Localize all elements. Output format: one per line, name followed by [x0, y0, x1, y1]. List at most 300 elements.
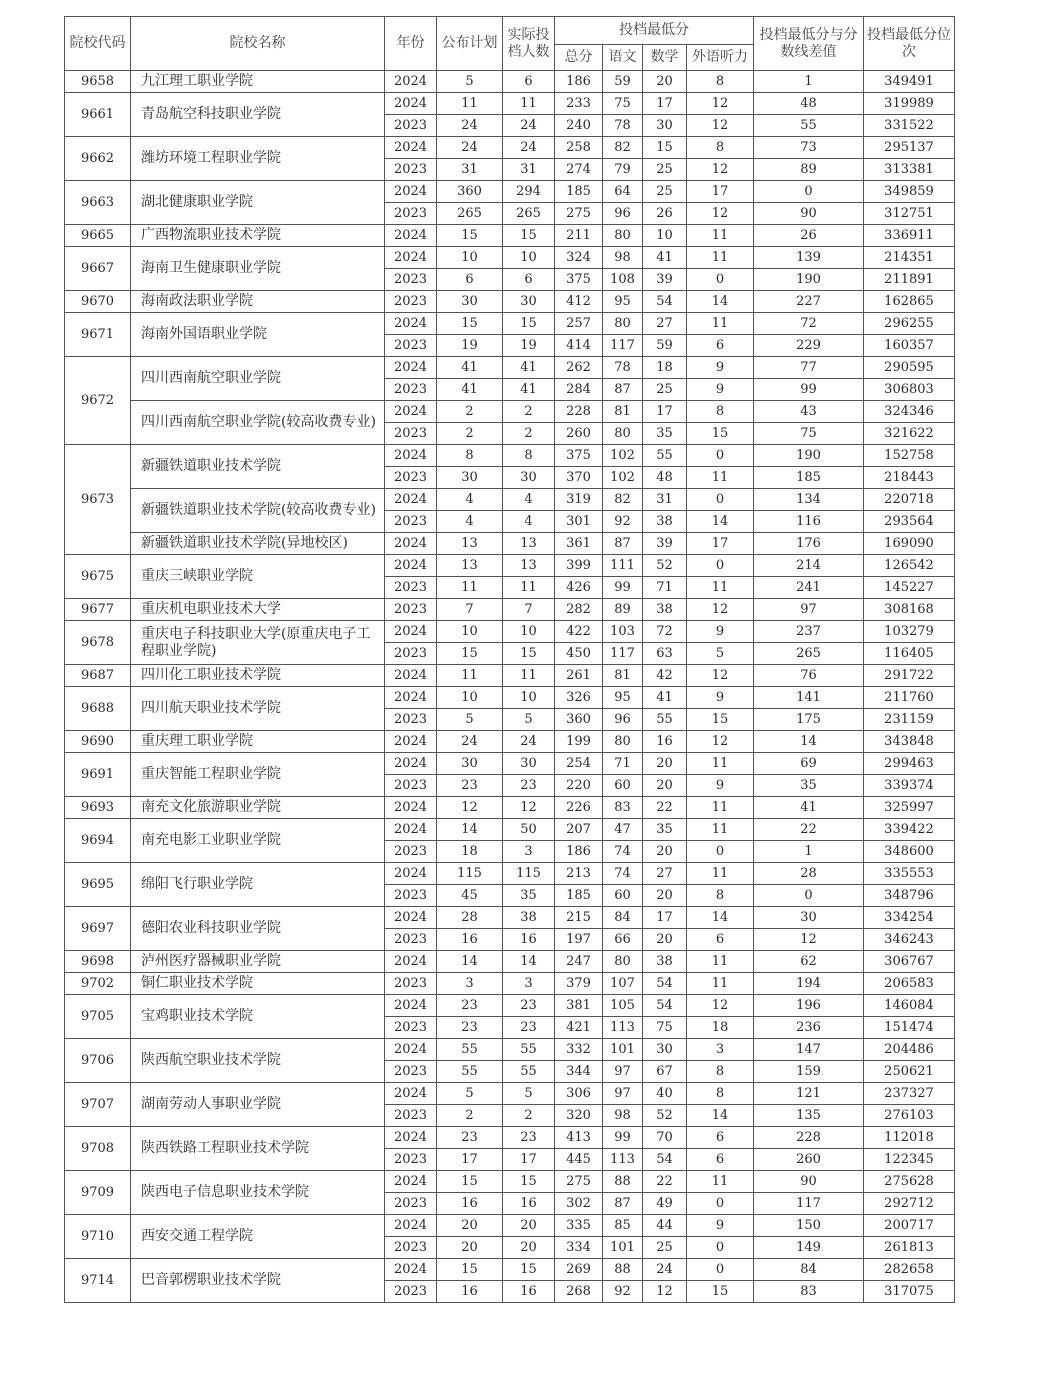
math-cell: 44 — [643, 1215, 687, 1237]
school-name-cell: 陕西电子信息职业技术学院 — [131, 1171, 385, 1215]
rank-cell: 152758 — [864, 445, 955, 467]
chinese-cell: 97 — [603, 1083, 643, 1105]
school-code-cell: 9714 — [65, 1259, 131, 1303]
diff-cell: 117 — [754, 1193, 864, 1215]
total-cell: 422 — [555, 621, 603, 643]
chinese-cell: 92 — [603, 1281, 643, 1303]
chinese-cell: 81 — [603, 665, 643, 687]
plan-cell: 31 — [437, 159, 503, 181]
actual-cell: 5 — [503, 709, 555, 731]
school-name-cell: 陕西航空职业技术学院 — [131, 1039, 385, 1083]
plan-cell: 23 — [437, 995, 503, 1017]
school-code-cell: 9698 — [65, 951, 131, 973]
year-cell: 2023 — [385, 203, 437, 225]
actual-cell: 20 — [503, 1237, 555, 1259]
plan-cell: 45 — [437, 885, 503, 907]
school-code-cell: 9677 — [65, 599, 131, 621]
rank-cell: 261813 — [864, 1237, 955, 1259]
listening-cell: 14 — [687, 291, 754, 313]
rank-cell: 312751 — [864, 203, 955, 225]
plan-cell: 20 — [437, 1237, 503, 1259]
plan-cell: 24 — [437, 115, 503, 137]
chinese-cell: 71 — [603, 753, 643, 775]
table-row — [65, 599, 955, 621]
rank-cell: 348600 — [864, 841, 955, 863]
math-cell: 27 — [643, 863, 687, 885]
total-cell: 185 — [555, 885, 603, 907]
chinese-cell: 101 — [603, 1237, 643, 1259]
math-cell: 54 — [643, 1149, 687, 1171]
actual-cell: 115 — [503, 863, 555, 885]
rank-cell: 348796 — [864, 885, 955, 907]
math-cell: 31 — [643, 489, 687, 511]
actual-cell: 15 — [503, 1171, 555, 1193]
chinese-cell: 98 — [603, 1105, 643, 1127]
total-cell: 326 — [555, 687, 603, 709]
diff-cell: 236 — [754, 1017, 864, 1039]
chinese-cell: 88 — [603, 1171, 643, 1193]
plan-cell: 265 — [437, 203, 503, 225]
listening-cell: 3 — [687, 1039, 754, 1061]
rank-cell: 112018 — [864, 1127, 955, 1149]
school-name-cell: 新疆铁道职业技术学院 — [131, 445, 385, 489]
plan-cell: 13 — [437, 533, 503, 555]
actual-cell: 30 — [503, 753, 555, 775]
plan-cell: 17 — [437, 1149, 503, 1171]
chinese-cell: 117 — [603, 643, 643, 665]
year-cell: 2024 — [385, 907, 437, 929]
actual-cell: 41 — [503, 357, 555, 379]
chinese-cell: 105 — [603, 995, 643, 1017]
chinese-cell: 96 — [603, 709, 643, 731]
chinese-cell: 103 — [603, 621, 643, 643]
diff-cell: 228 — [754, 1127, 864, 1149]
school-code-cell: 9708 — [65, 1127, 131, 1171]
math-cell: 71 — [643, 577, 687, 599]
actual-cell: 30 — [503, 467, 555, 489]
listening-cell: 0 — [687, 445, 754, 467]
year-cell: 2024 — [385, 995, 437, 1017]
math-cell: 17 — [643, 93, 687, 115]
total-cell: 361 — [555, 533, 603, 555]
math-cell: 35 — [643, 819, 687, 841]
diff-cell: 1 — [754, 841, 864, 863]
listening-cell: 8 — [687, 401, 754, 423]
plan-cell: 16 — [437, 1193, 503, 1215]
diff-cell: 121 — [754, 1083, 864, 1105]
plan-cell: 24 — [437, 731, 503, 753]
admission-score-document — [64, 16, 954, 1303]
year-cell: 2024 — [385, 247, 437, 269]
year-cell: 2023 — [385, 841, 437, 863]
school-name-cell: 泸州医疗器械职业学院 — [131, 951, 385, 973]
table-row — [65, 1127, 955, 1149]
rank-cell: 292712 — [864, 1193, 955, 1215]
listening-cell: 6 — [687, 1149, 754, 1171]
school-code-cell: 9673 — [65, 445, 131, 555]
listening-cell: 12 — [687, 115, 754, 137]
chinese-cell: 117 — [603, 335, 643, 357]
math-cell: 20 — [643, 775, 687, 797]
year-cell: 2024 — [385, 731, 437, 753]
rank-cell: 231159 — [864, 709, 955, 731]
chinese-cell: 99 — [603, 1127, 643, 1149]
total-cell: 240 — [555, 115, 603, 137]
chinese-cell: 74 — [603, 841, 643, 863]
school-code-cell: 9690 — [65, 731, 131, 753]
table-row — [65, 819, 955, 841]
year-cell: 2024 — [385, 797, 437, 819]
diff-cell: 194 — [754, 973, 864, 995]
diff-cell: 260 — [754, 1149, 864, 1171]
rank-cell: 250621 — [864, 1061, 955, 1083]
listening-cell: 8 — [687, 885, 754, 907]
math-cell: 20 — [643, 841, 687, 863]
plan-cell: 11 — [437, 577, 503, 599]
chinese-cell: 101 — [603, 1039, 643, 1061]
total-cell: 211 — [555, 225, 603, 247]
chinese-cell: 97 — [603, 1061, 643, 1083]
actual-cell: 2 — [503, 401, 555, 423]
plan-cell: 30 — [437, 467, 503, 489]
actual-cell: 50 — [503, 819, 555, 841]
listening-cell: 11 — [687, 225, 754, 247]
math-cell: 48 — [643, 467, 687, 489]
actual-cell: 2 — [503, 1105, 555, 1127]
table-row — [65, 951, 955, 973]
diff-cell: 77 — [754, 357, 864, 379]
total-cell: 197 — [555, 929, 603, 951]
math-cell: 52 — [643, 555, 687, 577]
plan-cell: 18 — [437, 841, 503, 863]
actual-cell: 30 — [503, 291, 555, 313]
math-cell: 54 — [643, 995, 687, 1017]
math-cell: 72 — [643, 621, 687, 643]
rank-cell: 343848 — [864, 731, 955, 753]
listening-cell: 0 — [687, 269, 754, 291]
diff-cell: 229 — [754, 335, 864, 357]
total-cell: 335 — [555, 1215, 603, 1237]
diff-cell: 35 — [754, 775, 864, 797]
math-cell: 20 — [643, 71, 687, 93]
header-year: 年份 — [385, 17, 437, 71]
plan-cell: 16 — [437, 1281, 503, 1303]
school-name-cell: 潍坊环境工程职业学院 — [131, 137, 385, 181]
actual-cell: 20 — [503, 1215, 555, 1237]
total-cell: 186 — [555, 71, 603, 93]
school-code-cell: 9665 — [65, 225, 131, 247]
chinese-cell: 99 — [603, 577, 643, 599]
rank-cell: 211760 — [864, 687, 955, 709]
chinese-cell: 80 — [603, 731, 643, 753]
plan-cell: 11 — [437, 93, 503, 115]
school-name-cell: 广西物流职业技术学院 — [131, 225, 385, 247]
school-name-cell: 重庆理工职业学院 — [131, 731, 385, 753]
rank-cell: 291722 — [864, 665, 955, 687]
rank-cell: 324346 — [864, 401, 955, 423]
plan-cell: 4 — [437, 489, 503, 511]
school-code-cell: 9671 — [65, 313, 131, 357]
chinese-cell: 95 — [603, 291, 643, 313]
listening-cell: 11 — [687, 973, 754, 995]
school-name-cell: 重庆电子科技职业大学(原重庆电子工程职业学院) — [131, 621, 385, 665]
rank-cell: 218443 — [864, 467, 955, 489]
math-cell: 42 — [643, 665, 687, 687]
listening-cell: 9 — [687, 775, 754, 797]
math-cell: 22 — [643, 1171, 687, 1193]
actual-cell: 38 — [503, 907, 555, 929]
table-row — [65, 93, 955, 115]
total-cell: 258 — [555, 137, 603, 159]
school-code-cell: 9678 — [65, 621, 131, 665]
diff-cell: 30 — [754, 907, 864, 929]
school-name-cell: 湖北健康职业学院 — [131, 181, 385, 225]
table-row — [65, 489, 955, 511]
chinese-cell: 102 — [603, 445, 643, 467]
plan-cell: 5 — [437, 1083, 503, 1105]
chinese-cell: 113 — [603, 1017, 643, 1039]
rank-cell: 276103 — [864, 1105, 955, 1127]
listening-cell: 14 — [687, 511, 754, 533]
math-cell: 35 — [643, 423, 687, 445]
plan-cell: 13 — [437, 555, 503, 577]
diff-cell: 26 — [754, 225, 864, 247]
rank-cell: 146084 — [864, 995, 955, 1017]
diff-cell: 69 — [754, 753, 864, 775]
table-row — [65, 797, 955, 819]
actual-cell: 15 — [503, 1259, 555, 1281]
math-cell: 49 — [643, 1193, 687, 1215]
diff-cell: 72 — [754, 313, 864, 335]
table-body — [65, 71, 955, 1303]
school-name-cell: 海南外国语职业学院 — [131, 313, 385, 357]
diff-cell: 28 — [754, 863, 864, 885]
school-name-cell: 重庆智能工程职业学院 — [131, 753, 385, 797]
listening-cell: 0 — [687, 1237, 754, 1259]
year-cell: 2024 — [385, 951, 437, 973]
year-cell: 2023 — [385, 1281, 437, 1303]
actual-cell: 3 — [503, 841, 555, 863]
math-cell: 54 — [643, 973, 687, 995]
listening-cell: 11 — [687, 1171, 754, 1193]
diff-cell: 48 — [754, 93, 864, 115]
plan-cell: 41 — [437, 379, 503, 401]
chinese-cell: 78 — [603, 357, 643, 379]
year-cell: 2023 — [385, 423, 437, 445]
school-name-cell: 宝鸡职业技术学院 — [131, 995, 385, 1039]
total-cell: 414 — [555, 335, 603, 357]
year-cell: 2024 — [385, 1171, 437, 1193]
math-cell: 17 — [643, 401, 687, 423]
plan-cell: 10 — [437, 687, 503, 709]
chinese-cell: 66 — [603, 929, 643, 951]
year-cell: 2024 — [385, 819, 437, 841]
actual-cell: 23 — [503, 1127, 555, 1149]
listening-cell: 11 — [687, 753, 754, 775]
listening-cell: 15 — [687, 423, 754, 445]
total-cell: 319 — [555, 489, 603, 511]
actual-cell: 4 — [503, 511, 555, 533]
listening-cell: 11 — [687, 577, 754, 599]
diff-cell: 43 — [754, 401, 864, 423]
math-cell: 20 — [643, 753, 687, 775]
total-cell: 257 — [555, 313, 603, 335]
plan-cell: 2 — [437, 401, 503, 423]
year-cell: 2023 — [385, 973, 437, 995]
total-cell: 274 — [555, 159, 603, 181]
total-cell: 360 — [555, 709, 603, 731]
actual-cell: 24 — [503, 731, 555, 753]
rank-cell: 126542 — [864, 555, 955, 577]
listening-cell: 12 — [687, 665, 754, 687]
year-cell: 2024 — [385, 863, 437, 885]
rank-cell: 290595 — [864, 357, 955, 379]
rank-cell: 295137 — [864, 137, 955, 159]
school-name-cell: 新疆铁道职业技术学院(较高收费专业) — [131, 489, 385, 533]
chinese-cell: 74 — [603, 863, 643, 885]
total-cell: 275 — [555, 1171, 603, 1193]
actual-cell: 55 — [503, 1061, 555, 1083]
actual-cell: 7 — [503, 599, 555, 621]
math-cell: 41 — [643, 687, 687, 709]
diff-cell: 12 — [754, 929, 864, 951]
listening-cell: 11 — [687, 819, 754, 841]
actual-cell: 31 — [503, 159, 555, 181]
rank-cell: 282658 — [864, 1259, 955, 1281]
year-cell: 2024 — [385, 1215, 437, 1237]
diff-cell: 116 — [754, 511, 864, 533]
listening-cell: 8 — [687, 137, 754, 159]
header-math: 数学 — [643, 45, 687, 71]
year-cell: 2023 — [385, 1017, 437, 1039]
total-cell: 334 — [555, 1237, 603, 1259]
listening-cell: 15 — [687, 709, 754, 731]
listening-cell: 6 — [687, 929, 754, 951]
actual-cell: 15 — [503, 225, 555, 247]
chinese-cell: 96 — [603, 203, 643, 225]
listening-cell: 11 — [687, 313, 754, 335]
listening-cell: 8 — [687, 1083, 754, 1105]
table-row — [65, 291, 955, 313]
table-header — [65, 17, 955, 71]
school-name-cell: 南充电影工业职业学院 — [131, 819, 385, 863]
year-cell: 2023 — [385, 709, 437, 731]
actual-cell: 12 — [503, 797, 555, 819]
chinese-cell: 79 — [603, 159, 643, 181]
total-cell: 275 — [555, 203, 603, 225]
listening-cell: 14 — [687, 907, 754, 929]
listening-cell: 11 — [687, 951, 754, 973]
diff-cell: 175 — [754, 709, 864, 731]
year-cell: 2024 — [385, 137, 437, 159]
total-cell: 186 — [555, 841, 603, 863]
year-cell: 2023 — [385, 379, 437, 401]
total-cell: 269 — [555, 1259, 603, 1281]
school-code-cell: 9710 — [65, 1215, 131, 1259]
header-actual: 实际投档人数 — [503, 17, 555, 71]
chinese-cell: 83 — [603, 797, 643, 819]
plan-cell: 5 — [437, 71, 503, 93]
listening-cell: 12 — [687, 599, 754, 621]
rank-cell: 317075 — [864, 1281, 955, 1303]
diff-cell: 62 — [754, 951, 864, 973]
total-cell: 445 — [555, 1149, 603, 1171]
year-cell: 2024 — [385, 357, 437, 379]
diff-cell: 141 — [754, 687, 864, 709]
total-cell: 332 — [555, 1039, 603, 1061]
plan-cell: 115 — [437, 863, 503, 885]
school-code-cell: 9707 — [65, 1083, 131, 1127]
school-name-cell: 重庆机电职业技术大学 — [131, 599, 385, 621]
listening-cell: 11 — [687, 467, 754, 489]
math-cell: 22 — [643, 797, 687, 819]
actual-cell: 24 — [503, 115, 555, 137]
total-cell: 284 — [555, 379, 603, 401]
year-cell: 2023 — [385, 1149, 437, 1171]
rank-cell: 313381 — [864, 159, 955, 181]
chinese-cell: 78 — [603, 115, 643, 137]
year-cell: 2024 — [385, 665, 437, 687]
listening-cell: 12 — [687, 995, 754, 1017]
actual-cell: 13 — [503, 533, 555, 555]
total-cell: 375 — [555, 445, 603, 467]
plan-cell: 5 — [437, 709, 503, 731]
total-cell: 228 — [555, 401, 603, 423]
year-cell: 2023 — [385, 467, 437, 489]
total-cell: 282 — [555, 599, 603, 621]
math-cell: 25 — [643, 1237, 687, 1259]
total-cell: 412 — [555, 291, 603, 313]
header-total: 总分 — [555, 45, 603, 71]
plan-cell: 2 — [437, 1105, 503, 1127]
total-cell: 254 — [555, 753, 603, 775]
rank-cell: 160357 — [864, 335, 955, 357]
listening-cell: 18 — [687, 1017, 754, 1039]
math-cell: 24 — [643, 1259, 687, 1281]
school-code-cell: 9691 — [65, 753, 131, 797]
math-cell: 17 — [643, 907, 687, 929]
total-cell: 262 — [555, 357, 603, 379]
diff-cell: 147 — [754, 1039, 864, 1061]
diff-cell: 176 — [754, 533, 864, 555]
rank-cell: 306803 — [864, 379, 955, 401]
school-name-cell: 陕西铁路工程职业技术学院 — [131, 1127, 385, 1171]
plan-cell: 6 — [437, 269, 503, 291]
school-name-cell: 九江理工职业学院 — [131, 71, 385, 93]
chinese-cell: 80 — [603, 225, 643, 247]
math-cell: 30 — [643, 115, 687, 137]
plan-cell: 14 — [437, 819, 503, 841]
table-row — [65, 907, 955, 929]
diff-cell: 227 — [754, 291, 864, 313]
header-listening: 外语听力 — [687, 45, 754, 71]
total-cell: 301 — [555, 511, 603, 533]
year-cell: 2023 — [385, 335, 437, 357]
table-row — [65, 621, 955, 643]
math-cell: 16 — [643, 731, 687, 753]
total-cell: 413 — [555, 1127, 603, 1149]
chinese-cell: 108 — [603, 269, 643, 291]
math-cell: 75 — [643, 1017, 687, 1039]
rank-cell: 325997 — [864, 797, 955, 819]
table-row — [65, 973, 955, 995]
total-cell: 381 — [555, 995, 603, 1017]
diff-cell: 99 — [754, 379, 864, 401]
year-cell: 2023 — [385, 577, 437, 599]
table-row — [65, 863, 955, 885]
diff-cell: 134 — [754, 489, 864, 511]
listening-cell: 12 — [687, 731, 754, 753]
